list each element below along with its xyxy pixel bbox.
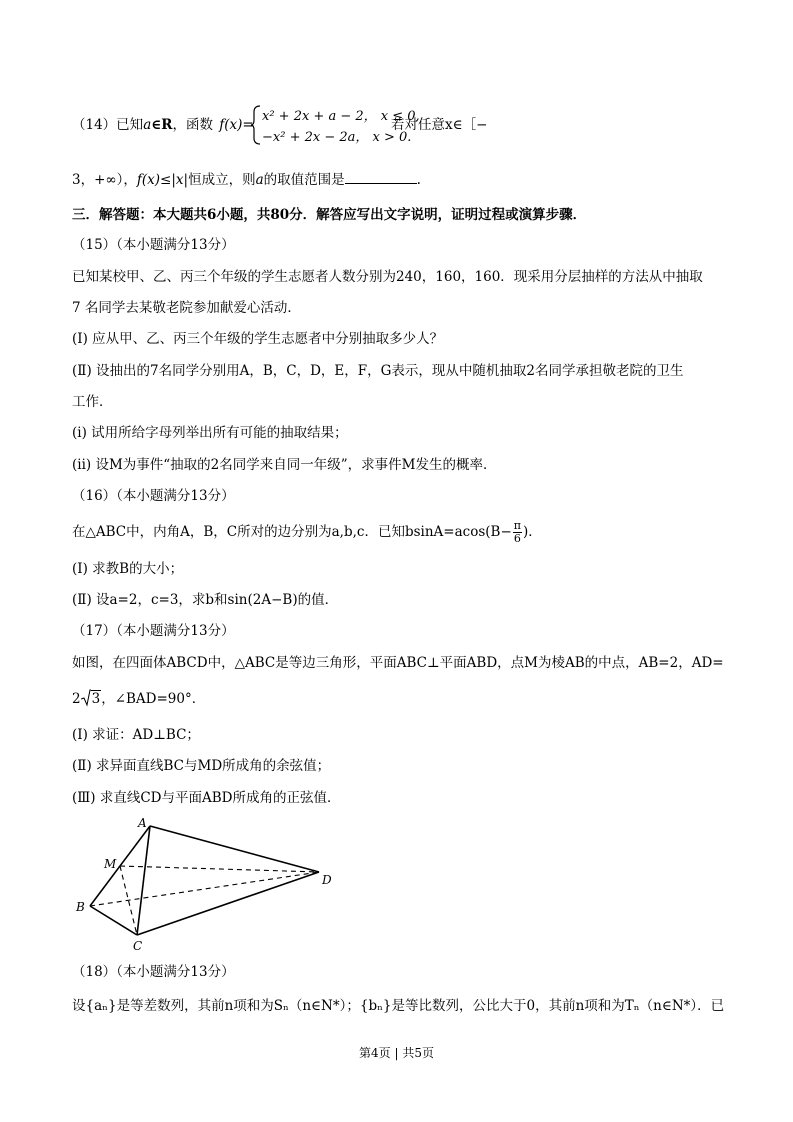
q18-stem-line1: 设{aₙ}是等差数列，其前n项和为Sₙ（n∈N*）；{bₙ}是等比数列，公比大于0，其前n项和为Tₙ（n∈N*）．已 (72, 998, 725, 1014)
label-A: A (138, 816, 147, 830)
q15-sub-i: (i) 试用所给字母列举出所有可能的抽取结果； (72, 425, 348, 441)
edge-BD (90, 872, 319, 906)
q14-in-r: ∈R (151, 117, 173, 133)
q14-condition: f(x)≤|x| (136, 172, 189, 188)
q14-a: a (143, 117, 152, 133)
q16-part2: (Ⅱ) 设a=2，c=3，求b和sin(2A−B)的值． (72, 592, 339, 608)
q14-range-start: 3，+∞）， (72, 172, 137, 188)
fraction-denominator: 6 (513, 532, 521, 545)
label-B: B (76, 900, 85, 914)
q16-part1: (Ⅰ) 求教B的大小； (72, 561, 184, 577)
fraction-numerator: π (513, 519, 522, 532)
q14-period: . (416, 172, 421, 188)
q15-stem-line2: 7 名同学去某敬老院参加献爱心活动． (72, 300, 301, 316)
sqrt-radicand: 3 (91, 691, 101, 707)
sqrt-icon (81, 689, 91, 707)
q16-stem-b: )． (523, 524, 542, 540)
answer-blank (345, 170, 417, 184)
q17-stem-line1: 如图，在四面体ABCD中，△ABC是等边三角形，平面ABC⊥平面ABD，点M为棱AB的中点，AB=2，AD= (72, 655, 724, 671)
q15-part1: (Ⅰ) 应从甲、乙、丙三个年级的学生志愿者中分别抽取多少人？ (72, 331, 444, 347)
q15-part2-line1: (Ⅱ) 设抽出的7名同学分别用A，B，C，D，E，F，G表示，现从中随机抽取2名同学承担敬老院的卫生 (72, 363, 684, 379)
label-M: M (104, 857, 117, 871)
q17-part2: (Ⅱ) 求异面直线BC与MD所成角的余弦值； (72, 758, 331, 774)
q15-stem-line1: 已知某校甲、乙、丙三个年级的学生志愿者人数分别为240，160，160．现采用分层抽样的方法从中抽取 (72, 269, 703, 285)
q14-a2: a (255, 172, 264, 188)
sqrt-3 (81, 689, 102, 708)
q14-line2 (72, 170, 421, 189)
q14-line1 (72, 116, 254, 134)
q16-title: （16）（本小题满分13分） (72, 488, 235, 504)
q18-title: （18）（本小题满分13分） (72, 964, 235, 980)
q14-f-of-x: f(x)= (219, 117, 254, 133)
edge-AD (150, 826, 319, 872)
tetrahedron-figure (72, 812, 342, 957)
q14-end: 的取值范围是 (263, 172, 345, 188)
q17-coef: 2 (72, 691, 81, 707)
q17-stem-line2-c: ，∠BAD=90°． (101, 691, 206, 707)
section3-heading: 三．解答题：本大题共6小题，共80分．解答应写出文字说明，证明过程或演算步骤． (72, 207, 587, 223)
q14-suffix: 若对任意x∈［− (391, 117, 488, 133)
q14-case2: −x² + 2x − 2a， x > 0. (262, 130, 412, 145)
q14-comma-fn: ，函数 (172, 117, 213, 133)
q16-stem-a: 在△ABC中，内角A，B，C所对的边分别为a,b,c．已知bsinA=acos(B− (72, 524, 512, 540)
q17-part3: (Ⅲ) 求直线CD与平面ABD所成角的正弦值． (72, 790, 341, 806)
label-C: C (133, 939, 143, 953)
q16-stem (72, 520, 542, 545)
q17-part1: (Ⅰ) 求证：AD⊥BC； (72, 727, 200, 743)
brace-icon (250, 104, 262, 146)
page-footer: 第4页 | 共5页 (359, 1046, 434, 1060)
q17-title: （17）（本小题满分13分） (72, 623, 235, 639)
q14-prefix: （14）已知 (72, 117, 144, 133)
q15-part2-line2: 工作． (72, 394, 113, 410)
q17-stem-line2 (72, 689, 205, 708)
q14-mid: 恒成立，则 (188, 172, 256, 188)
q14-case1: x² + 2x + a − 2， x ≤ 0, (262, 109, 420, 124)
edge-BC (90, 906, 137, 935)
label-D: D (322, 873, 332, 887)
edge-CD (137, 872, 319, 935)
pi-over-6-fraction (513, 520, 522, 545)
edge-AC (137, 826, 150, 935)
q15-sub-ii: (ii) 设M为事件“抽取的2名同学来自同一年级”，求事件M发生的概率． (72, 457, 497, 473)
q15-title: （15）（本小题满分13分） (72, 237, 235, 253)
edge-MD (120, 866, 319, 872)
